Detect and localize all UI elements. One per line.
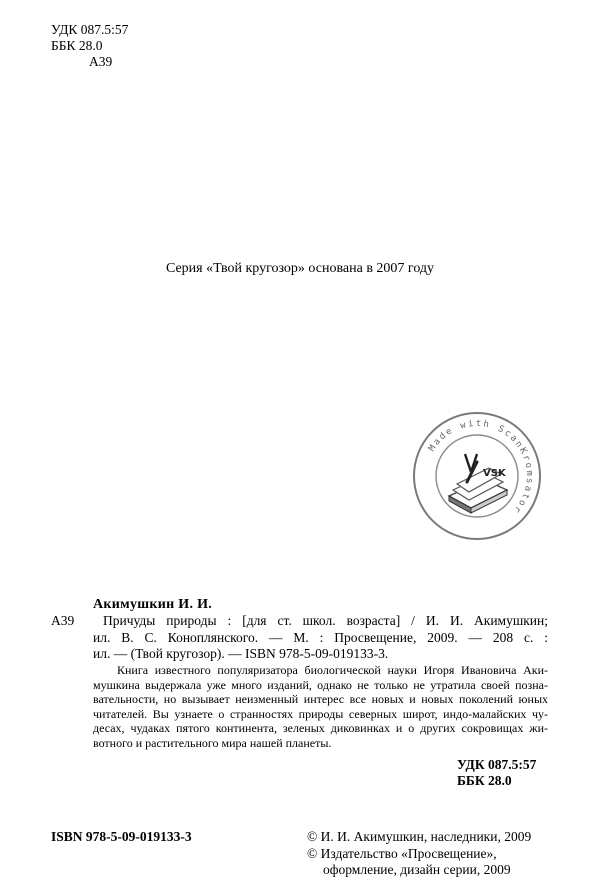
description-line: Причуды природы : [для ст. школ. возраста] / И. И. Акимушкин; <box>103 613 548 628</box>
catalog-bbk: ББК 28.0 <box>457 773 512 788</box>
stamp-logo: VSK <box>483 468 506 479</box>
book-stack-icon <box>449 454 507 513</box>
side-mark: А39 <box>51 613 75 628</box>
annotation-line: десах, чудаках пятого континента, зеленых диковинках и о других сокровищах жи- <box>93 721 548 735</box>
scan-stamp <box>411 410 543 542</box>
isbn: ISBN 978-5-09-019133-3 <box>51 829 192 844</box>
catalog-description <box>93 613 548 663</box>
catalog-annotation <box>93 663 548 750</box>
catalog-udk: УДК 087.5:57 <box>457 757 537 772</box>
author-heading: Акимушкин И. И. <box>93 597 213 612</box>
copyright-block <box>307 829 531 879</box>
top-codes <box>51 22 128 70</box>
series-note: Серия «Твой кругозор» основана в 2007 году <box>165 261 435 276</box>
stamp-ring-text: Made with ScanKromsator <box>427 418 535 516</box>
description-line: ил. В. С. Коноплянского. — М. : Просвещение, 2009. — 208 с. : <box>93 629 548 645</box>
annotation-line: Книга известного популяризатора биологической науки Игоря Ивановича Аки- <box>117 663 548 677</box>
annotation-line: читателей. Вы узнаете о странностях природы северных широт, индо-малайских чу- <box>93 706 548 721</box>
annotation-line: вотного и растительного мира нашей планеты. <box>93 735 332 750</box>
annotation-line: мушкина выдержала уже много изданий, однако не только не утратила своей позна- <box>93 677 548 692</box>
description-line: ил. — (Твой кругозор). — ISBN 978-5-09-019133-3. <box>93 646 389 661</box>
catalog-codes <box>457 757 536 789</box>
top-bbk: ББК 28.0 <box>51 38 103 53</box>
annotation-line: вательности, но вызывает неизменный интерес все новых и новых поколений юных <box>93 692 548 706</box>
copyright-line: © И. И. Акимушкин, наследники, 2009 <box>307 829 532 844</box>
copyright-line: © Издательство «Просвещение», <box>307 845 497 861</box>
scan-stamp-graphic <box>411 410 543 542</box>
top-udk: УДК 087.5:57 <box>51 22 129 37</box>
top-author-mark: А39 <box>89 54 113 69</box>
copyright-line: оформление, дизайн серии, 2009 <box>323 862 511 877</box>
